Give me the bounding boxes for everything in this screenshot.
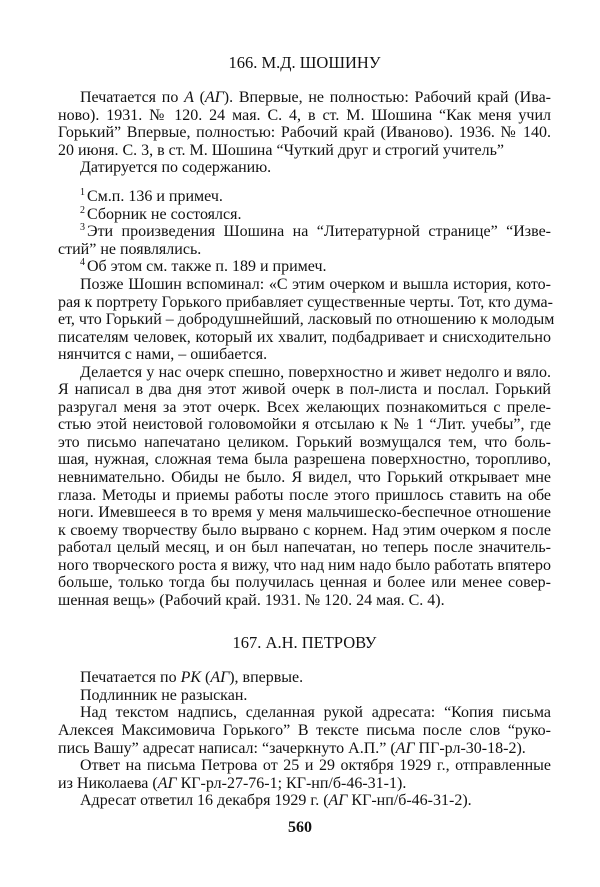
text-segment: это письмо напечатано целиком. Горький возмущался тем, что боль- bbox=[58, 433, 551, 451]
text-segment: Сборник не состоялся. bbox=[87, 205, 242, 223]
text-segment: ( bbox=[201, 669, 211, 687]
text-line bbox=[58, 722, 551, 740]
text-segment: ). Впервые, не полностью: Рабочий край (Ива- bbox=[223, 89, 551, 106]
text-line bbox=[58, 329, 551, 347]
text-segment: пись Вашу” адресат написал: “зачеркнуто А.П.” ( bbox=[58, 739, 396, 757]
text-segment: к своему творчеству было вырвано с корнем. Над этим очерком я после bbox=[58, 521, 551, 539]
section-title: 167. А.Н. ПЕТРОВУ bbox=[232, 633, 377, 653]
text-line bbox=[58, 159, 551, 177]
text-line bbox=[58, 142, 551, 160]
text-line bbox=[58, 416, 551, 434]
text-segment: Печатается по bbox=[80, 669, 181, 687]
text-segment: стий” не появлялись. bbox=[58, 240, 202, 258]
text-segment: Адресат ответил 16 декабря 1929 г. ( bbox=[80, 792, 329, 810]
text-line bbox=[58, 311, 555, 329]
text-segment: Горький” Впервые, полностью: Рабочий край (Иваново). 1936. № 140. bbox=[58, 124, 551, 142]
text-line bbox=[58, 399, 551, 417]
text-line bbox=[58, 669, 551, 687]
text-line bbox=[58, 574, 551, 592]
italic-text: АГ bbox=[210, 669, 230, 687]
text-line bbox=[58, 434, 551, 452]
text-line bbox=[58, 687, 551, 705]
text-segment: шая, нужная, сложная тема была разрешена поверхностно, торопливо, bbox=[58, 451, 551, 469]
text-segment: ), впервые. bbox=[229, 669, 304, 687]
italic-text: АГ bbox=[328, 792, 348, 810]
text-line bbox=[58, 792, 551, 810]
footnote-number: 4 bbox=[80, 257, 85, 269]
text-line bbox=[58, 124, 551, 142]
text-line bbox=[58, 364, 551, 382]
text-line bbox=[58, 107, 551, 125]
text-segment: ПГ-рл-30-18-2). bbox=[414, 739, 526, 757]
text-segment: ( bbox=[193, 89, 205, 106]
text-segment: ного творческого роста я вижу, что над ним надо было работать впятеро bbox=[58, 556, 551, 574]
text-segment: Подлинник не разыскан. bbox=[80, 686, 248, 704]
text-line bbox=[58, 241, 551, 259]
text-line bbox=[58, 775, 551, 793]
text-line bbox=[58, 504, 551, 522]
text-segment: больше, только тогда бы получилась ценная и более или менее совер- bbox=[58, 574, 551, 592]
text-segment: Эти произведения Шошина на “Литературной странице” “Изве- bbox=[87, 223, 551, 241]
text-segment: КГ-нп/б-46-31-2). bbox=[347, 792, 472, 810]
text-segment: 20 июня. С. 3, в ст. М. Шошина “Чуткий друг и строгий учитель” bbox=[58, 141, 504, 159]
text-segment: рая к портрету Горького прибавляет существенные черты. Тот, кто дума- bbox=[58, 293, 553, 311]
text-segment: КГ-рл-27-76-1; КГ-нп/б-46-31-1). bbox=[176, 774, 407, 792]
text-line bbox=[58, 757, 551, 775]
text-line bbox=[58, 592, 551, 610]
text-segment: шенная вещь» (Рабочий край. 1931. № 120. 24 мая. С. 4). bbox=[58, 591, 445, 609]
section-body bbox=[58, 669, 551, 809]
footnote-number: 3 bbox=[80, 222, 85, 234]
document-page bbox=[58, 53, 555, 810]
text-segment: глаза. Методы и приемы работы после этого пришлось ставить на обе bbox=[58, 486, 551, 504]
text-segment: Печатается по bbox=[80, 89, 185, 106]
text-segment: См.п. 136 и примеч. bbox=[87, 188, 223, 206]
text-line bbox=[58, 487, 551, 505]
text-line bbox=[58, 539, 551, 557]
text-segment: Я написал в два дня этот живой очерк в пол-листа и послал. Горький bbox=[58, 381, 551, 399]
text-line bbox=[58, 469, 551, 487]
section-title: 166. М.Д. ШОШИНУ bbox=[228, 53, 381, 72]
text-line bbox=[58, 223, 551, 241]
text-segment: Над текстом надпись, сделанная рукой адресата: “Копия письма bbox=[80, 704, 551, 722]
italic-text: РК bbox=[180, 669, 201, 687]
text-segment: Ответ на письма Петрова от 25 и 29 октября 1929 г., отправленные bbox=[80, 757, 551, 775]
text-segment: Делается у нас очерк спешно, поверхностно и живет недолго и вяло. bbox=[80, 363, 551, 381]
page-number: 560 bbox=[288, 819, 312, 836]
italic-text: АГ bbox=[204, 89, 224, 106]
text-segment: стью этой неистовой головомойки я отсылаю к № 1 “Лит. учебы”, где bbox=[58, 416, 551, 434]
section-body bbox=[58, 89, 555, 609]
text-line bbox=[58, 206, 551, 224]
text-segment: работал целый месяц, и он был напечатан, но теперь после значитель- bbox=[58, 539, 551, 557]
text-line bbox=[58, 188, 551, 206]
text-segment: Алексея Максимовича Горького” В тексте письма после слов “руко- bbox=[58, 722, 551, 739]
text-segment: ново). 1931. № 120. 24 мая. С. 4, в ст. М. Шошина “Как меня учил bbox=[58, 106, 551, 124]
italic-text: АГ bbox=[395, 739, 415, 757]
text-line bbox=[58, 522, 551, 540]
text-line bbox=[58, 381, 551, 399]
text-segment: Датируется по содержанию. bbox=[80, 159, 272, 177]
footnote-number: 2 bbox=[80, 204, 85, 216]
italic-text: А bbox=[184, 89, 194, 106]
text-line bbox=[58, 89, 551, 107]
text-segment: Позже Шошин вспоминал: «С этим очерком и вышла история, кото- bbox=[80, 275, 551, 293]
text-line bbox=[58, 740, 551, 758]
text-line bbox=[58, 704, 551, 722]
text-segment: Об этом см. также п. 189 и примеч. bbox=[87, 258, 327, 276]
text-line bbox=[58, 346, 551, 364]
text-line bbox=[58, 557, 551, 575]
text-segment: нянчится с нами, – ошибается. bbox=[58, 346, 268, 364]
text-segment: невнимательно. Обиды не было. Я видел, что Горький открывает мне bbox=[58, 468, 551, 486]
text-segment: писателям человек, который их хвалит, подбадривает и снисходительно bbox=[58, 328, 551, 346]
text-line bbox=[58, 294, 551, 312]
text-segment: разругал меня за этот очерк. Всех желающих познакомиться с преле- bbox=[58, 398, 551, 416]
text-line bbox=[58, 451, 551, 469]
text-segment: ет, что Горький – добродушнейший, ласковый по отношению к молодым bbox=[58, 311, 555, 329]
text-line bbox=[58, 276, 551, 294]
text-segment: из Николаева ( bbox=[58, 774, 158, 792]
footnote-number: 1 bbox=[80, 187, 85, 199]
text-segment: ноги. Имевшееся в то время у меня мальчишеско-беспечное отношение bbox=[58, 504, 551, 522]
text-line bbox=[58, 258, 551, 276]
italic-text: АГ bbox=[157, 774, 177, 792]
